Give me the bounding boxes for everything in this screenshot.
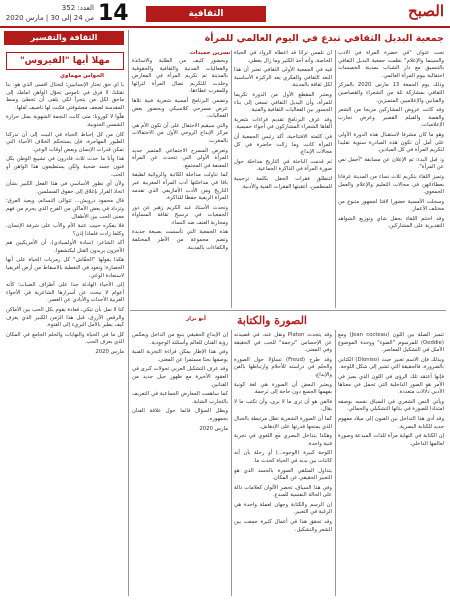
- paragraph: وقد عرف البرنامج تقديم قراءات شعرية ألقاها الشعراء المشاركون في أجواء حميمية.: [234, 116, 332, 131]
- paragraph: كان من كل إحباط الحياة في البيت إلى أن تدركنا الطيور المهاجرة، فإن يستحكم الخلاف الأحياء التي تمكن قدرات الإنسان وبعض أوقات الوعي.: [6, 131, 124, 153]
- paragraph: وقد عرف التشكيل العربي تحولات كبرى في العقود الأخيرة مع ظهور جيل جديد من الفنانين.: [132, 366, 228, 388]
- paragraph: فالفن هو أن ترى ما لا يرى، وأن تكتب ما لا يقال.: [234, 398, 332, 413]
- paragraph: وسجلت الأمسية حضورا لافتا لجمهور متنوع من مختلف الأعمار.: [338, 198, 444, 213]
- paragraph: وقد يتحدث Platon ونقل عنه، في قصيدته عن الإحساس "ترجمة" للحب في الحقيقة وفي المعنى.: [234, 332, 332, 354]
- column-divider: [335, 330, 336, 596]
- paragraph: ويظل السؤال قائما حول علاقة الفنان بجمهوره.: [132, 408, 228, 422]
- paragraph: إن الرسم والكتابة وجهان لعملة واحدة هي الرغبة في التعبير.: [234, 501, 332, 516]
- paragraph: اللوحة كبيرة (الوجوه...) أو رحلة بأن أنه كائنات بين يديه في الحياة كحدث ما.: [234, 450, 332, 464]
- paragraph: وهو ما كان مشرفا لاستقبال هذه الدورة الأولى على أمل أن تكون هذه المبادرة سنوية تقليدا لتكريم المرأة في كل الميادين.: [338, 131, 444, 154]
- right-article-col2: [234, 50, 332, 306]
- left-article-author: الحواس مهماوي: [60, 73, 104, 79]
- paragraph: ويعتبر البعض أن الصورة هي لغة كونية يفهمها الجميع دون حاجة إلى ترجمة.: [234, 381, 332, 396]
- paragraph: و: قبل البدء: تم الإعلان عن مسابقة "أجمل نص عن المرأة".: [338, 156, 444, 171]
- paragraph: هلّوا لا كورونا؛ متى كانت النجمة الشهوية بمثل حرارة الشمس الجنوبية.: [6, 114, 124, 128]
- paragraph: والتي سيقيم الاحتفال على أن تكون الأم هي مركز الإبداع الروحي الأول من الاحتفالات بالمغرب.: [132, 122, 228, 144]
- right-article-body: [338, 50, 444, 306]
- issue-date: من 24 إلى 30 | مارس 2020: [5, 14, 94, 22]
- left-article-title: مهلا أيها "الفيروس": [6, 52, 124, 70]
- page-header: [0, 0, 450, 28]
- middle-article-body: [132, 58, 228, 306]
- lower-section-title: الصورة والكتابة: [237, 314, 307, 327]
- newspaper-logo: الصبح: [408, 2, 444, 20]
- paragraph: وقد طرح (Freud) تساؤلا حول الصورة والحلم في دراسته للأحلام وارتباطها بالفن والإبداع.: [234, 356, 332, 378]
- paragraph: وتميز اللقاء بتكريم ثلاث نساء من المدينة عرفانا بعطاءاتهن في مجالات التعليم والإعلام والعمل الجمعوي.: [338, 173, 444, 196]
- page-number: 14: [98, 1, 129, 26]
- paragraph: ثم قدمت الباحثة في التاريخ مداخلة حول صورة المرأة في الذاكرة الجماعية.: [234, 158, 332, 173]
- column-divider: [128, 30, 129, 596]
- culture-tag: الثقافة والتفسير: [4, 31, 124, 45]
- lower-right-body: [338, 332, 444, 594]
- paragraph: أكد الشاعر: (سادة الأولمبيادي). أن الأمريكيين هم الآخرون يريدون القتل ليكتشفوا.: [6, 240, 124, 254]
- lower-left-body: [132, 332, 228, 594]
- paragraph: هذه الجمعية التي تأسست بصيغة جديدة وتضم مجموعة من الأطر المختلفة والكفاءات بالمدينة.: [132, 229, 228, 251]
- paragraph: وذلك يوم الجمعة 13 مارس 2020 بالمركز الثقافي بمشاركة ثلة من الشعراء والقصاصين والفنانين والإعلاميين المتميزين.: [338, 82, 444, 104]
- paragraph: وتعرض المسرح الاجتماعي المتميز جديد المرأة الأولى التي تتحدث عن المرأة المعنفة في المجتمع.: [132, 147, 228, 169]
- paragraph: تتميز الصلة بين اللون (Jean cocteau) ومع (Oeddie) للمرسوم "الضوء" ووحدة الموضوع الأمثل في التشكيل المعاصر.: [338, 332, 444, 354]
- paragraph: مارس 2020: [199, 425, 228, 432]
- paragraph: فإنها أعتقد تلك الرؤى في اللون الذي يميز في الأمر هو الصور الداخلية التي تحمل في معناها الأدبي دلالات متعددة.: [338, 373, 444, 396]
- column-divider: [335, 50, 336, 308]
- paragraph: هذا وأنا ما حدث ثلاث قادرون في تشييع الوطن بكل فنون جسد ضحية ولكن يستطيعون هذا الواهن أو الحب.: [6, 156, 124, 178]
- paragraph: كما أن الصورة الشعرية تظل مرتبطة بالخيال الذي يمنحها قدرتها على الإدهاش.: [234, 415, 332, 430]
- paragraph: إن الكتابة في النهاية مرآة للذات المبدعة وصورة لعالمها الداخلي.: [338, 433, 444, 447]
- column-divider: [231, 330, 232, 596]
- paragraph: كل ما في الحياة والنهايات والحلم الجامع في المكان الذي يعرف الحب.: [6, 331, 124, 346]
- middle-article-author: نسرين حميدات: [190, 50, 231, 56]
- paragraph: وبذلك فإن الاسم تعبير حيث (Dioniso) الكتابي بالضرورة، فالحقيقة التي تشير إلى شكل اللوحة.: [338, 356, 444, 371]
- paragraph: إن الإبداع الحقيقي ينبع من الداخل ويعكس رؤية الفنان للعالم وأسئلته الوجودية.: [132, 332, 228, 346]
- paragraph: كما ساهمت المعارض الجماعية في التعريف بالتجارب الشابة.: [132, 391, 228, 405]
- paragraph: وفي هذا الإطار يمكن قراءة التجربة الفنية بوصفها بحثا مستمرا عن المعنى.: [132, 349, 228, 363]
- lower-author: أبو نزار: [186, 316, 206, 322]
- paragraph: إلى الأحياء الهادئة جدا على أطراف الضباب؛ كأنه أعوام لا نبحث عن أسرارها الشاعرية في الأجواء العربية الأحداث والأيادي عن العصر.: [6, 282, 124, 304]
- paragraph: ويأتي النص الشعري في السياق نفسه بوصفه امتدادا للصورة في بنائها التشكيلي والجمالي.: [338, 398, 444, 413]
- paragraph: لتنطلق فقرات الحفل بكلمة ترحيبية للمنظمين، أعقبتها الفقرات الفنية والأدبية.: [234, 175, 332, 190]
- paragraph: وتضمن البرنامج أمسية شعرية فنية تلاها عرض مسرحي كلاسيكي وبحضور بعض الفعاليات.: [132, 97, 228, 120]
- paragraph: يتداول المتلقي الصورة بالجسد الذي هو التعبير الحقيقي عن المكان.: [234, 467, 332, 482]
- paragraph: في كلمته الافتتاحية، أكد رئيس الجمعية أن المرأة كانت وما زالت حاضرة في كل مجالات الإبداع.: [234, 133, 332, 156]
- paragraph: مارس 2020: [95, 349, 124, 355]
- paragraph: وهكذا يتداخل البصري مع اللغوي في تجربة فنية واحدة.: [234, 433, 332, 447]
- paragraph: وقد أدى هذا التداخل بين الفنون إلى ميلاد مفهوم جديد للكتابة البصرية.: [338, 415, 444, 430]
- column-divider: [231, 50, 232, 308]
- lower-mid-body: [234, 332, 332, 594]
- issue-info: [4, 3, 94, 23]
- paragraph: أن تلمس تراثا قد أعطاه الرواد في الحياة الخاصة، وأنه أخذ الكثير وما زال يعطي.: [234, 50, 332, 64]
- paragraph: هكذا يقولها "الخفّاش" كل رمزيات الحياة على أنها الحضارة؛ وتعود في التغطية بالاسقاط من أرض أفريقيا لاستعادة الوعي.: [6, 257, 124, 279]
- paragraph: ويعتبر المقطع الأول من الدورة تكريما للمرأة، وأن البديل الثقافي تسعى إلى بناء الجسور بين الفعاليات الثقافية والفنية.: [234, 91, 332, 114]
- paragraph: فلا يفكره حبيب عتبة الأم والأب على شرفة الإنسان، وكلما زادت فلماذا إذن؟: [6, 223, 124, 237]
- paragraph: وتحدث الأستاذ عبد الكريم زهير عن دور الجمعيات في ترسيخ ثقافة المساواة ومحاربة العنف ضد النساء.: [132, 204, 228, 226]
- issue-number: العدد: 352: [61, 4, 94, 12]
- paragraph: قال محمود درويش... تتوالى النسائم، ويعيد العرق؛ وتزداد في بعض الأماكن من الفرح الذي يحرم من فهم معنى الحب بين الأطفال.: [6, 198, 124, 220]
- paragraph: وفي هذا السياق، تحضر الألوان كعلامات دالة على الحالة النفسية للمبدع.: [234, 484, 332, 499]
- section-divider: [130, 310, 446, 311]
- paragraph: فيه في الجمعية الأولى الثقافي تعتبر أن هذا البعد الثقافي والفكري يعد الركيزة الأساسية لكل ثقافة بالمدينة.: [234, 67, 332, 89]
- paragraph: وقد تحقق هذا في أعمال كثيرة جمعت بين الشعر والتشكيل.: [234, 519, 332, 533]
- paragraph: وقد كانت عروض المشاركين مزيجا من الشعر والقصة والفيلم القصير وعرض تجارب الإعلاميات.: [338, 107, 444, 129]
- section-banner: الثقافية: [146, 6, 266, 22]
- left-article-body: [6, 82, 124, 594]
- paragraph: وقد اختتم اللقاء بحفل شاي وتوزيع الشواهد التقديرية على المشاركين.: [338, 215, 444, 230]
- paragraph: ولأن أي تطور الأساسي في هذا الفعل الكبير بشأن اتخاذ القرار بإغلاق إلى حقوق المسلمين.: [6, 181, 124, 195]
- paragraph: كما تناولت مداخلة الكاتبة والروائية لطيفة باقا في مداخلتها أدب المرأة المغربية عبر التاريخ ومن الأدب الأمازيغي الذي تقدمه المرأة الريفية حفظا للذاكرة.: [132, 172, 228, 202]
- paragraph: تحت عنوان "في حضرة المرأة في الأدب والسينما والإعلام" نظمت جمعية البديل الثقافي بالتنسيق مع دار الشباب بمدينة الخميسات احتفالية بيوم المرأة العالمي.: [338, 50, 444, 79]
- paragraph: كنا لا نمل بأن تبكي، فعادة يقوم بكل الحب بين الأماكن والرقص الأزرق، قبل هذا الزمن الكبير الذي يعرف كيف يطير بالأمل البريء إلى الفتوة.: [6, 307, 124, 329]
- paragraph: وبحضور كثيف من الطلبة والأساتذة والفعاليات المدنية والثقافية والحقوقية بالمدينة تم تكريم المرأة في المعارض وخلدت للتكريم نضال المرأة لتراثها وللمغرب عطاءها.: [132, 58, 228, 95]
- paragraph: يا أي حق تختار الإنسانيين؛ لتختال أقسى الذي هو: بنا تقتلنا، لا فرق في ناموس تحوّل الواهن امامك إلى ماحق لكل من يتجرأ لكي يلقى أن تخطئ وسط المقدسة لضعف معشوقتي فكنت لها ناصيف لعلها.: [6, 82, 124, 111]
- main-headline: جمعية البديل الثقافي تبدع في اليوم العالمي للمرأة: [204, 33, 444, 44]
